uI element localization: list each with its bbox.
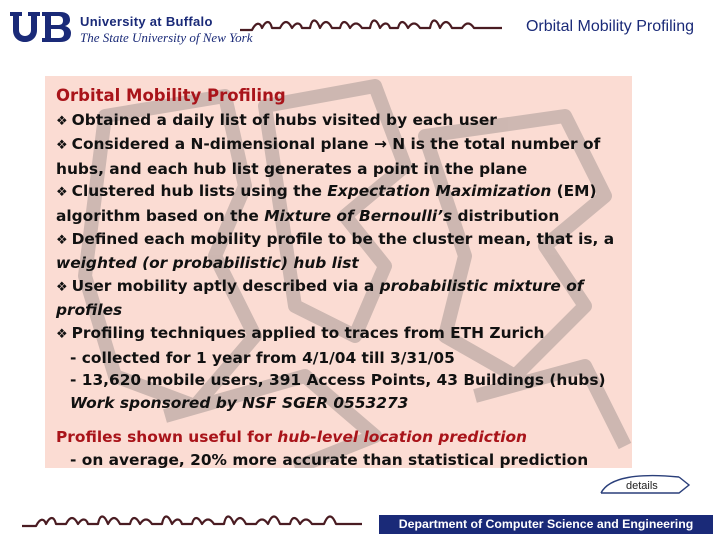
conclusion-text-italic: hub-level location prediction: [277, 428, 528, 447]
sponsor-text: Work sponsored by NSF SGER 0553273: [70, 393, 409, 412]
bullet-continuation: [56, 252, 631, 275]
bullet-continuation: [56, 205, 631, 228]
bullet-item: [56, 180, 631, 205]
slide-header-title: Orbital Mobility Profiling: [525, 18, 694, 35]
bullet-text: Clustered hub lists using the: [71, 182, 328, 201]
department-banner: Department of Computer Science and Engineering: [379, 515, 713, 534]
bullet-text-italic: weighted (or probabilistic) hub list: [56, 254, 359, 273]
conclusion-sub-item: - on average, 20% more accurate than statistical prediction: [70, 450, 589, 468]
diamond-bullet-icon: ❖: [56, 185, 68, 201]
spacer: [56, 414, 631, 426]
bullet-item: [56, 322, 631, 347]
bullet-text-italic: profiles: [56, 301, 123, 320]
sponsor-note: [56, 392, 631, 415]
slide-content-box: [45, 76, 632, 468]
bullet-text: Profiling techniques applied to traces from ETH Zurich: [71, 323, 545, 342]
bullet-text: Considered a N-dimensional plane: [71, 135, 374, 154]
diamond-bullet-icon: ❖: [56, 326, 68, 342]
bullet-text: (EM): [551, 182, 597, 201]
sub-item: - collected for 1 year from 4/1/04 till 3/31/05: [70, 348, 455, 367]
ub-logo-icon: [8, 10, 76, 46]
diamond-bullet-icon: ❖: [56, 138, 68, 154]
details-button-label[interactable]: details: [626, 480, 658, 492]
bullet-text: distribution: [452, 206, 560, 225]
bullet-continuation: [56, 299, 631, 322]
conclusion-text: Profiles shown useful for: [56, 428, 278, 447]
bullet-text-italic: Mixture of Bernoulli’s: [264, 206, 453, 225]
bullet-item: [56, 275, 631, 300]
decorative-scribble-top: [240, 14, 502, 38]
conclusion-heading: [56, 426, 631, 449]
bullet-item: [56, 133, 631, 158]
diamond-bullet-icon: ❖: [56, 279, 68, 295]
sub-item: - 13,620 mobile users, 391 Access Points, 43 Buildings (hubs): [70, 371, 606, 390]
university-wordmark: [80, 14, 253, 46]
bullet-text: N is the total number of: [386, 135, 601, 154]
university-name: University at Buffalo: [80, 14, 213, 29]
bullet-text: Obtained a daily list of hubs visited by each user: [71, 110, 497, 129]
diamond-bullet-icon: ❖: [56, 113, 68, 129]
bullet-text: algorithm based on the: [56, 206, 265, 225]
content-heading: Orbital Mobility Profiling: [56, 86, 286, 105]
bullet-text-italic: probabilistic mixture of: [379, 276, 584, 295]
slide-body: [56, 85, 631, 468]
diamond-bullet-icon: ❖: [56, 232, 68, 248]
bullet-text: User mobility aptly described via a: [71, 276, 380, 295]
bullet-item: [56, 109, 631, 134]
decorative-scribble-bottom: [22, 510, 362, 534]
bullet-text-italic: Expectation Maximization: [327, 182, 552, 201]
university-subtitle: The State University of New York: [80, 30, 253, 45]
bullet-text: Defined each mobility profile to be the cluster mean, that is, a: [71, 229, 615, 248]
arrow-right-icon: →: [373, 135, 387, 154]
bullet-item: [56, 228, 631, 253]
bullet-continuation: hubs, and each hub list generates a point in the plane: [56, 159, 528, 178]
